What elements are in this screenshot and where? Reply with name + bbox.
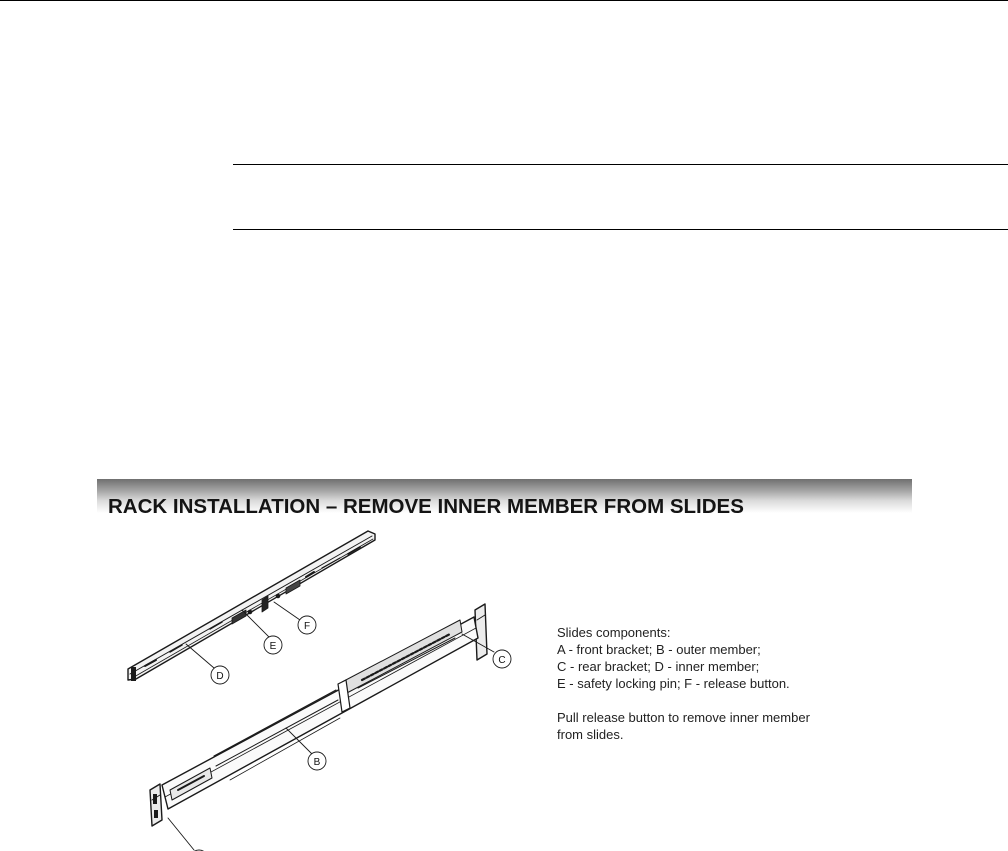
callout-d: [211, 666, 229, 684]
callout-b: [308, 752, 326, 770]
legend-line: E - safety locking pin; F - release button.: [557, 676, 790, 691]
slide-rail-diagram: [110, 528, 550, 851]
callout-e-label: E: [269, 641, 277, 652]
instruction-line: from slides.: [557, 727, 624, 742]
legend-line: C - rear bracket; D - inner member;: [557, 659, 760, 674]
instruction-line: Pull release button to remove inner member: [557, 710, 810, 725]
legend-heading: Slides components:: [557, 625, 671, 640]
callout-f-label: F: [303, 621, 311, 632]
divider-upper: [233, 164, 1008, 165]
section-title: RACK INSTALLATION – REMOVE INNER MEMBER FROM SLIDES: [108, 495, 744, 518]
callout-f: [298, 616, 316, 634]
legend-line: A - front bracket; B - outer member;: [557, 642, 761, 657]
callout-c-label: C: [498, 655, 506, 666]
inner-member-rail: [128, 531, 375, 681]
top-divider: [0, 0, 1008, 1]
divider-lower: [233, 229, 1008, 230]
slides-components-legend: [557, 624, 957, 743]
callout-c: [493, 650, 511, 668]
callout-b-label: B: [313, 757, 321, 768]
callout-d-label: D: [216, 671, 224, 682]
callout-e: [264, 636, 282, 654]
